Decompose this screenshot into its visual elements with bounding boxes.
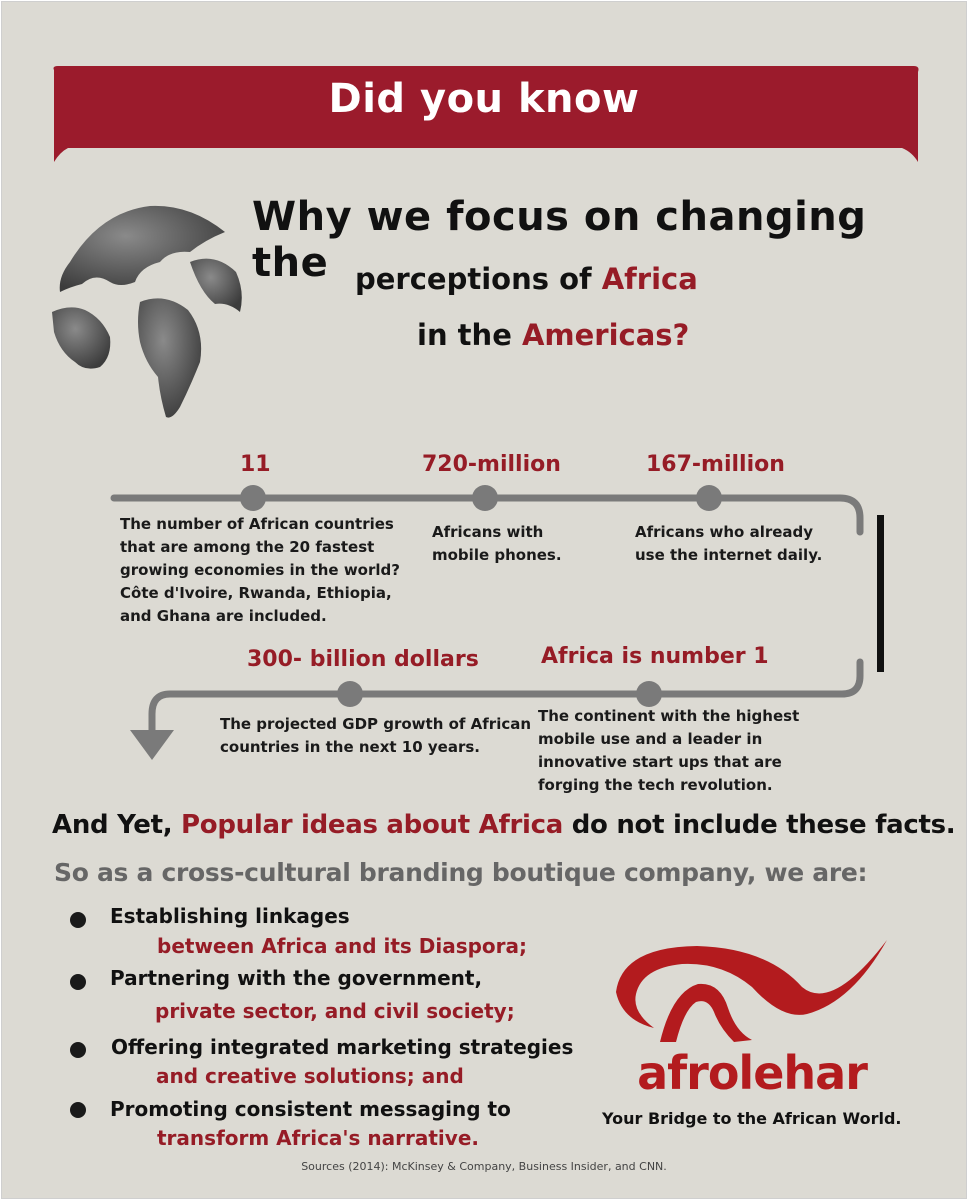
logo-brand-name: afrolehar bbox=[637, 1046, 867, 1100]
bullet-dot-2 bbox=[70, 974, 86, 990]
headline-line3-highlight: Americas? bbox=[521, 318, 690, 352]
timeline-stat-2: 720-million bbox=[422, 452, 561, 477]
timeline-stat-1: 11 bbox=[240, 452, 271, 477]
afrolehar-logo-mark-icon bbox=[602, 932, 902, 1052]
timeline-stat-3: 167-million bbox=[646, 452, 785, 477]
infographic-page bbox=[1, 1, 967, 1199]
bullet-1-line1: Establishing linkages bbox=[110, 904, 350, 928]
bullet-dot-1 bbox=[70, 912, 86, 928]
banner-title: Did you know bbox=[328, 76, 640, 122]
headline-line3-prefix: in the bbox=[417, 318, 522, 352]
timeline-stat-4: 300- billion dollars bbox=[247, 647, 479, 672]
bullet-3-line2: and creative solutions; and bbox=[156, 1064, 464, 1088]
timeline-desc-3: Africans who already use the internet daily. bbox=[635, 523, 823, 564]
sources-footnote: Sources (2014): McKinsey & Company, Business Insider, and CNN. bbox=[301, 1160, 667, 1173]
so-as-statement: So as a cross-cultural branding boutique company, we are: bbox=[54, 858, 868, 887]
bullet-dot-3 bbox=[70, 1042, 86, 1058]
and-yet-statement: And Yet, Popular ideas about Africa do not include these facts. bbox=[52, 810, 956, 840]
headline-line2-prefix: perceptions of bbox=[355, 262, 602, 296]
timeline-desc-4: The projected GDP growth of African countries in the next 10 years. bbox=[220, 715, 532, 756]
bullet-4-line1: Promoting consistent messaging to bbox=[110, 1097, 511, 1121]
bullet-2-line1: Partnering with the government, bbox=[110, 966, 483, 990]
logo-tagline: Your Bridge to the African World. bbox=[602, 1109, 902, 1128]
timeline-desc-1: The number of African countries that are among the 20 fastest growing economies in the world? Côte d'Ivoire, Rwanda, Ethiopia, and Ghana are included. bbox=[120, 515, 400, 625]
bullet-dot-4 bbox=[70, 1102, 86, 1118]
headline-line1: Why we focus on changing the bbox=[252, 194, 867, 286]
bullet-4-line2: transform Africa's narrative. bbox=[157, 1126, 479, 1150]
timeline-desc-2: Africans with mobile phones. bbox=[432, 523, 562, 564]
bullet-3-line1: Offering integrated marketing strategies bbox=[111, 1035, 574, 1059]
timeline-desc-5: The continent with the highest mobile use and a leader in innovative start ups that are forging the tech revolution. bbox=[538, 707, 800, 794]
bullet-2-line2: private sector, and civil society; bbox=[155, 999, 515, 1023]
bullet-1-line2: between Africa and its Diaspora; bbox=[157, 934, 528, 958]
timeline-stat-5: Africa is number 1 bbox=[541, 644, 769, 669]
timeline-track bbox=[2, 2, 966, 802]
headline-line2-highlight: Africa bbox=[601, 262, 698, 296]
